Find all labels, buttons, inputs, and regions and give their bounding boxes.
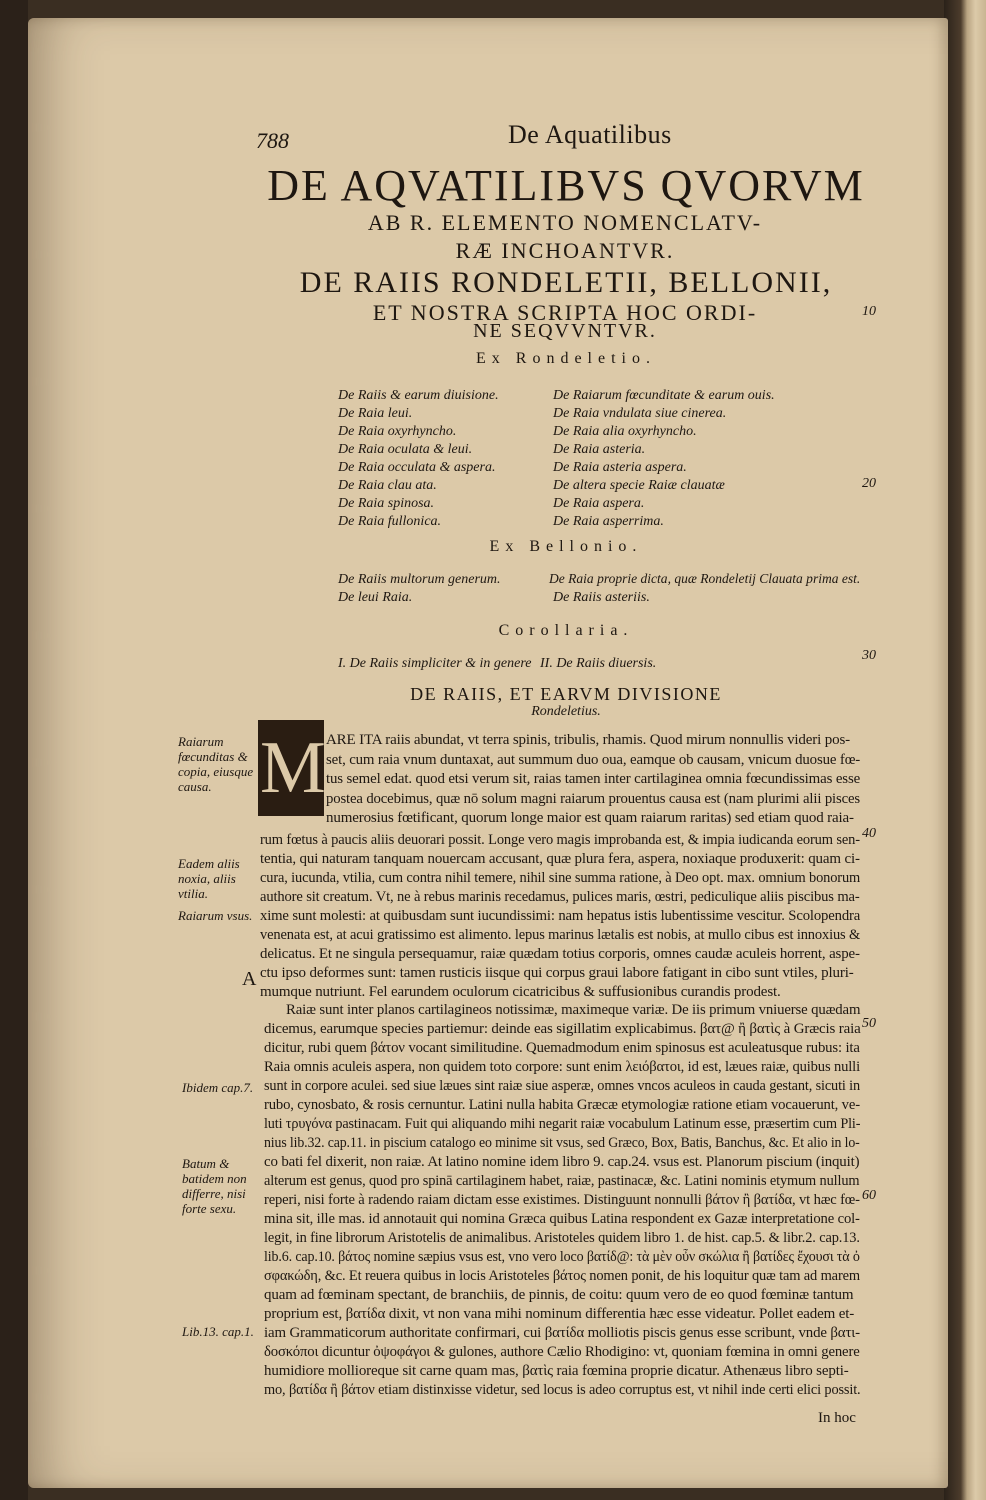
marginal-note: Ibidem cap.7.: [182, 1080, 254, 1095]
marginal-note: Raiarum fœcunditas & copia, eiusque causa.: [178, 734, 254, 794]
body-line: mina sit, ille mas. id annotauit qui nomina Græca quibus Latina respondent ex Gazæ interpretatione col-: [264, 1211, 860, 1227]
toc-item: II. De Raiis diuersis.: [540, 656, 657, 671]
toc-item: De Raia fullonica.: [338, 514, 442, 529]
section-heading-bellonio: Ex Bellonio.: [489, 538, 643, 555]
body-line: quam ad fœminam spectant, de branchiis, de pinnis, de coitu: quum vero de eo quod fœminæ tantum: [264, 1287, 854, 1303]
toc-item: De Raia oculata & leui.: [338, 442, 473, 457]
toc-item: De Raiis asteriis.: [553, 590, 650, 605]
line-number: 20: [862, 476, 876, 491]
body-line: luti τρυγόνα pastinacam. Fuit qui aliquando mihi negarit raiæ vocabulum Latinum esse, præsertim cum Pli-: [264, 1116, 861, 1132]
body-line: rum fœtus à paucis aliis deuorari possit. Longe vero magis improbanda est, & impia iudicanda eorum sen-: [260, 832, 860, 848]
body-line: reperi, nisi forte à radendo raiam dictam esse existimes. Distinguunt nonnulli βάτον ἢ βατίδα, vt hæc fœ-: [264, 1192, 860, 1208]
toc-item: De Raia leui.: [338, 406, 413, 421]
toc-item: De Raia alia oxyrhyncho.: [553, 424, 697, 439]
toc-item: De leui Raia.: [338, 590, 413, 605]
toc-item: I. De Raiis simpliciter & in genere: [338, 656, 532, 671]
body-line: co bati fel dixerit, non raiæ. At latino nomine idem libro 9. cap.24. vsus est. Planorum piscium (inquit): [264, 1154, 860, 1170]
line-number: 50: [862, 1016, 876, 1031]
main-title-line-2: AB R. ELEMENTO NOMENCLATV-: [367, 210, 763, 235]
section-heading-corollaria: Corollaria.: [498, 622, 634, 639]
body-line: σφακώδη, &c. Et reuera quibus in locis Aristoteles βάτος nomen ponit, de his loquitur quæ tam ad marem: [264, 1268, 860, 1284]
body-line: ctu ipso deformes sunt: tamen rusticis iisque qui corpus graui labore fatigant in cibo sunt vtiles, pluri-: [260, 965, 854, 981]
toc-item: De Raiis multorum generum.: [338, 572, 501, 587]
toc-item: De altera specie Raiæ clauatæ: [553, 478, 725, 493]
body-line: cura, iucunda, vtilia, cum contra nihil temere, nihil sine summa ratione, à Deo opt. max. omnium bonorum: [260, 870, 861, 886]
catchword: In hoc: [818, 1410, 856, 1426]
marginal-note: Lib.13. cap.1.: [182, 1324, 254, 1339]
body-line: mumque nutriunt. Fel earundem oculorum cicatricibus & suffusionibus curandis prodest.: [260, 984, 781, 1000]
body-line: alterum est genus, quod pro spinā cartilaginem habet, raiæ, pastinacæ, &c. Latini nominis etymum nullum: [264, 1173, 860, 1189]
marginal-note: Eadem aliis noxia, aliis vtilia.: [178, 856, 240, 901]
toc-item: De Raiarum fœcunditate & earum ouis.: [553, 388, 775, 403]
body-line: xime sunt molesti: at quibusdam sunt iucundissimi: nam hepatus istis lubentissime vescitur. Scolopendra: [260, 908, 861, 924]
body-line: dicitur, rubi quem βάτον vocant similitudine. Quemadmodum enim spinosus est aculeatusque rubus: ita: [264, 1040, 860, 1056]
toc-item: De Raia oxyrhyncho.: [338, 424, 457, 439]
toc-item: De Raia spinosa.: [338, 496, 435, 511]
page-number: 788: [256, 128, 289, 153]
body-line: sunt in corpore aculei. sed siue læues sint raiæ siue asperæ, omnes vncos aculeos in cauda gestant, sicuti in: [264, 1078, 861, 1094]
main-title-line-3: RÆ INCHOANTVR.: [455, 238, 675, 263]
subtitle-line-2: ET NOSTRA SCRIPTA HOC ORDI-: [372, 300, 758, 325]
line-number: 40: [862, 826, 876, 841]
line-number: 60: [862, 1188, 876, 1203]
toc-item: De Raia asteria aspera.: [553, 460, 687, 475]
marginal-note: Raiarum vsus.: [178, 908, 253, 923]
body-line: postea docebimus, quæ nō solum magni raiarum prouentus causa est (nam plurimi alii pisces: [326, 790, 860, 807]
body-line: dicemus, earumque species partiemur: deinde eas sigillatim explicabimus. βατ@ ἢ βατὶς à Græcis raia: [264, 1021, 861, 1037]
body-line: Raia omnis aculeis aspera, non quidem toto corpore: sunt enim λειόβατοι, id est, læues raiæ, quibus nulli: [264, 1059, 860, 1075]
book-edge: [0, 0, 28, 1500]
subtitle-line-3: NE SEQVVNTVR.: [473, 320, 657, 342]
toc-item: De Raia aspera.: [553, 496, 645, 511]
body-line: iam Grammaticorum authoritate confirmari, cui βατίδα molliotis piscis genus esse scribunt, vnde βατι-: [264, 1325, 860, 1341]
body-line: mo, βατίδα ἢ βάτον etiam distinxisse videtur, sed locus is adeo corruptus est, vt nihil inde certi elici possit.: [264, 1382, 861, 1398]
body-line: δοσκόποι dicuntur ὀψοφάγοι & gulones, authore Cælio Rhodigino: vt, quoniam fœmina in omni genere: [264, 1344, 860, 1360]
body-line: tentia, qui naturam tanquam nouercam accusant, quæ plura fera, aspera, noxiaque produxerit: quam ci-: [260, 851, 860, 867]
toc-item: De Raia occulata & aspera.: [338, 460, 496, 475]
body-line: set, cum raia vnum duntaxat, aut summum duo oua, eamque ob causam, vnicum duosue fœ-: [326, 751, 861, 768]
body-line: Raiæ sunt inter planos cartilagineos notissimæ, maximeque variæ. De iis primum vniuerse quædam: [286, 1002, 861, 1018]
drop-cap-initial: M: [258, 720, 324, 816]
toc-item: De Raia asperrima.: [553, 514, 664, 529]
body-line: authore sit creatum. Vt, ne à rebus marinis recedamus, pulices maris, œstri, pediculique aliis piscibus ma-: [260, 889, 860, 905]
line-number: 10: [862, 304, 876, 319]
body-line: proprium est, βατίδα dixit, vt non vana mihi nominum differentia hæc esse videatur. Pollet eadem et-: [264, 1306, 855, 1322]
section-heading-rondeletio: Ex Rondeletio.: [476, 350, 656, 367]
body-line: delicatus. Et ne singula persequamur, raiæ quædam totius corporis, omnes caudæ aculeis horrent, aspe-: [260, 946, 860, 962]
toc-item: De Raia asteria.: [553, 442, 646, 457]
toc-item: De Raia proprie dicta, quæ Rondeletij Clauata prima est.: [549, 572, 861, 587]
body-line: tus semel edat. quod etsi verum sit, raias tamen inter cartilaginea omnia fœcundissimas esse: [326, 771, 861, 787]
line-number: 30: [862, 648, 876, 663]
toc-item: De Raia vndulata siue cinerea.: [553, 406, 727, 421]
toc-item: De Raiis & earum diuisione.: [338, 388, 499, 403]
body-line: nius lib.32. cap.11. in piscium catalogo eo minime sit vsus, sed Græco, Box, Batis, Banchus, &c. Et alio in lo-: [264, 1135, 860, 1151]
body-line: legit, in fine librorum Aristotelis de animalibus. Aristoteles quidem libro 1. de hist. cap.5. & libr.2. cap.13.: [264, 1230, 860, 1246]
body-line: numerosius fœtificant, quorum longe maior est quam raiarum raritas) sed etiam quod raia-: [326, 810, 854, 826]
marginal-letter: A: [242, 968, 257, 990]
body-line: humidiore mollioreque sit carne quam mas, βατὶς raia fœmina proprie dicatur. Athenæus libro septi-: [264, 1363, 849, 1379]
body-line: ARE ITA raiis abundat, vt terra spinis, tribulis, rhamis. Quod mirum nonnullis videri pos-: [326, 732, 850, 748]
book-binding: [944, 0, 986, 1500]
body-line: rubo, cynosbato, & rosis cernuntur. Latini nulla habita Græcæ etymologiæ ratione etiam vocauerunt, ve-: [264, 1097, 860, 1113]
main-title-line-1: DE AQVATILIBVS QVORVM: [267, 161, 865, 210]
body-line: lib.6. cap.10. βάτος nomine sæpius vsus est, vno vero loco βατίδ@: τὰ μὲν οὖν σκώλια ἢ βατίδες ἔχουσι τὰ ὀ: [264, 1249, 860, 1265]
marginal-note: Batum & batidem non differre, nisi forte sexu.: [182, 1156, 247, 1216]
toc-item: De Raia clau ata.: [338, 478, 437, 493]
running-head-title: De Aquatilibus: [508, 120, 672, 149]
body-line: venenata est, at acui gratissimo est alimento. lepus marinus lætalis est nobis, at mullo cibus est innoxius &: [260, 927, 861, 943]
chapter-author: Rondeletius.: [531, 704, 601, 719]
chapter-heading: DE RAIIS, ET EARVM DIVISIONE: [410, 684, 722, 704]
subtitle-line-1: DE RAIIS RONDELETII, BELLONII,: [299, 266, 833, 299]
